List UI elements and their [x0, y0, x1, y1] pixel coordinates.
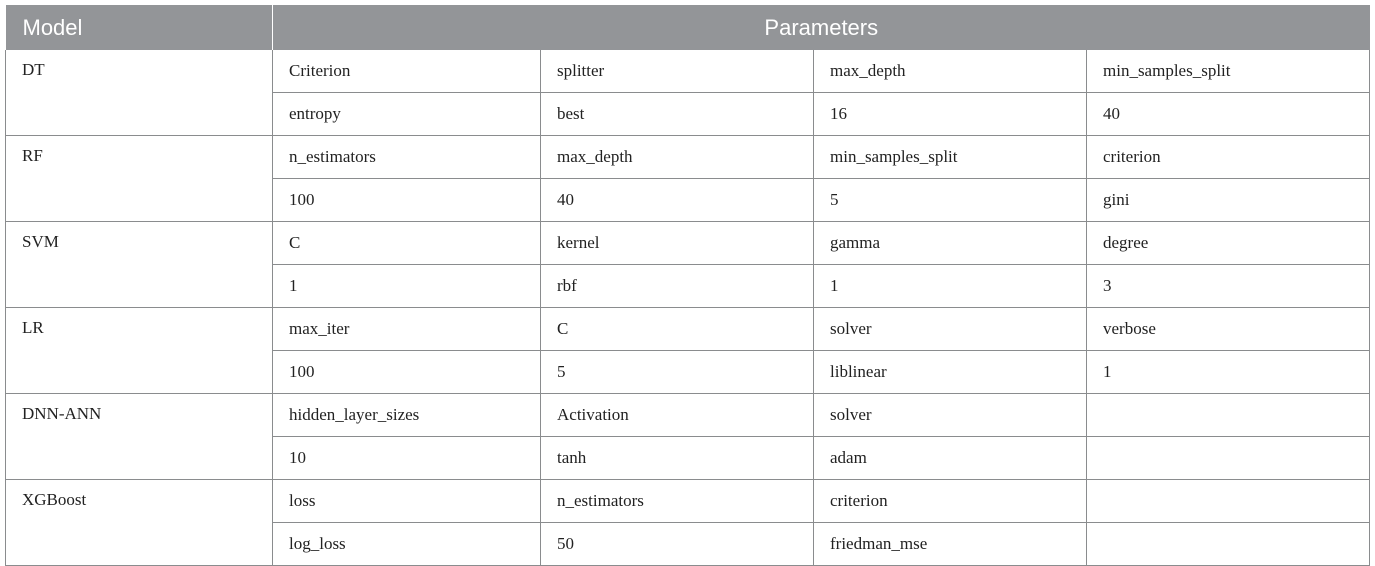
param-value: rbf	[541, 265, 814, 308]
param-value: 1	[1087, 351, 1370, 394]
model-name: DT	[6, 50, 273, 136]
param-value: adam	[814, 437, 1087, 480]
param-name	[1087, 480, 1370, 523]
param-name: Criterion	[273, 50, 541, 93]
param-value: 1	[814, 265, 1087, 308]
param-value: 5	[541, 351, 814, 394]
param-value: friedman_mse	[814, 523, 1087, 566]
table-row	[6, 394, 1370, 437]
model-parameters-table	[5, 5, 1370, 566]
table-row	[6, 136, 1370, 179]
model-name: SVM	[6, 222, 273, 308]
param-value: log_loss	[273, 523, 541, 566]
param-value: 16	[814, 93, 1087, 136]
param-name: kernel	[541, 222, 814, 265]
param-value: 40	[1087, 93, 1370, 136]
param-name: criterion	[1087, 136, 1370, 179]
param-value: best	[541, 93, 814, 136]
param-value: 100	[273, 179, 541, 222]
param-value	[1087, 437, 1370, 480]
param-name: solver	[814, 394, 1087, 437]
param-name: splitter	[541, 50, 814, 93]
param-value	[1087, 523, 1370, 566]
param-value: 3	[1087, 265, 1370, 308]
param-value: 1	[273, 265, 541, 308]
param-name: gamma	[814, 222, 1087, 265]
header-parameters: Parameters	[273, 5, 1370, 50]
table-row	[6, 222, 1370, 265]
param-value: 5	[814, 179, 1087, 222]
param-name: max_depth	[541, 136, 814, 179]
param-name: max_iter	[273, 308, 541, 351]
header-model: Model	[6, 5, 273, 50]
param-name: loss	[273, 480, 541, 523]
param-name: hidden_layer_sizes	[273, 394, 541, 437]
parameters-table-container	[5, 5, 1369, 566]
param-value: tanh	[541, 437, 814, 480]
param-value: entropy	[273, 93, 541, 136]
param-name: max_depth	[814, 50, 1087, 93]
param-name: criterion	[814, 480, 1087, 523]
param-name: verbose	[1087, 308, 1370, 351]
param-value: liblinear	[814, 351, 1087, 394]
param-name: degree	[1087, 222, 1370, 265]
model-name: DNN-ANN	[6, 394, 273, 480]
param-name: C	[273, 222, 541, 265]
param-value: 50	[541, 523, 814, 566]
param-name: Activation	[541, 394, 814, 437]
param-name	[1087, 394, 1370, 437]
param-name: min_samples_split	[814, 136, 1087, 179]
model-name: RF	[6, 136, 273, 222]
param-name: solver	[814, 308, 1087, 351]
param-name: C	[541, 308, 814, 351]
model-name: XGBoost	[6, 480, 273, 566]
param-name: min_samples_split	[1087, 50, 1370, 93]
param-value: gini	[1087, 179, 1370, 222]
param-name: n_estimators	[541, 480, 814, 523]
param-value: 10	[273, 437, 541, 480]
table-row	[6, 480, 1370, 523]
table-row	[6, 308, 1370, 351]
param-value: 100	[273, 351, 541, 394]
param-value: 40	[541, 179, 814, 222]
param-name: n_estimators	[273, 136, 541, 179]
model-name: LR	[6, 308, 273, 394]
table-row	[6, 50, 1370, 93]
table-header-row	[6, 5, 1370, 50]
